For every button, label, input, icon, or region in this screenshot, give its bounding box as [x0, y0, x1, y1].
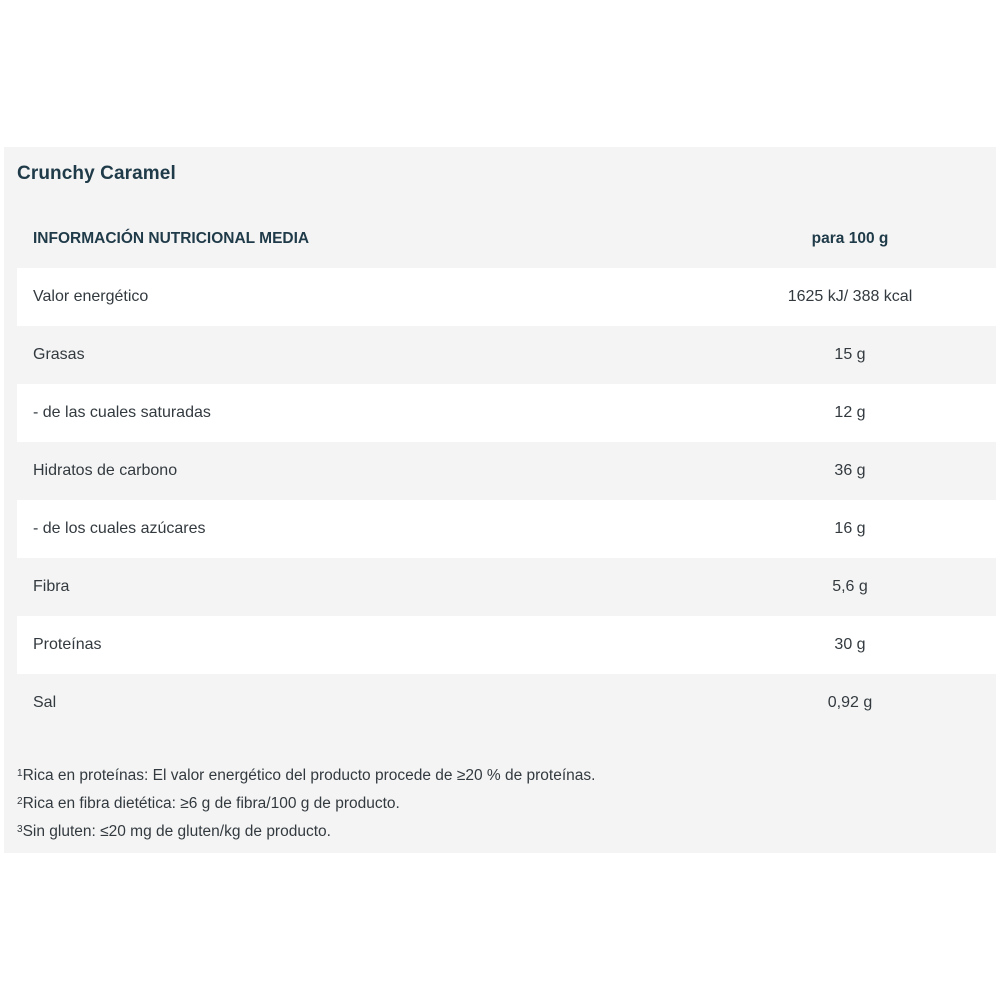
header-value: para 100 g [811, 230, 889, 247]
row-value: 0,92 g [827, 694, 873, 711]
row-label: Grasas [33, 346, 85, 363]
row-value: 36 g [834, 462, 866, 479]
product-title: Crunchy Caramel [17, 163, 176, 184]
nutrition-table [17, 210, 996, 732]
row-value: 16 g [834, 520, 866, 537]
row-value: 30 g [834, 636, 866, 653]
footnote-marker: 1 [17, 768, 23, 779]
nutrition-panel [4, 147, 996, 853]
row-value: 12 g [834, 404, 866, 421]
header-label: INFORMACIÓN NUTRICIONAL MEDIA [33, 230, 310, 247]
row-value: 1625 kJ/ 388 kcal [787, 288, 913, 305]
footnote-text: Rica en proteínas: El valor energético del producto procede de ≥20 % de proteínas. [22, 767, 596, 784]
footnotes [17, 761, 595, 845]
table-row [17, 442, 996, 500]
row-label: Valor energético [33, 288, 149, 305]
table-row [17, 616, 996, 674]
table-row [17, 500, 996, 558]
row-label: Sal [33, 694, 57, 711]
row-value: 15 g [834, 346, 866, 363]
row-label: Fibra [33, 578, 70, 595]
table-row [17, 674, 996, 732]
footnote-text: Sin gluten: ≤20 mg de gluten/kg de producto. [22, 823, 331, 840]
footnote [17, 761, 595, 789]
footnote [17, 817, 595, 845]
footnote-text: Rica en fibra dietética: ≥6 g de fibra/100 g de producto. [22, 795, 400, 812]
footnote-marker: 2 [17, 796, 23, 807]
row-value: 5,6 g [832, 578, 868, 595]
footnote [17, 789, 595, 817]
table-header-row [17, 210, 996, 268]
table-row [17, 558, 996, 616]
row-label: Hidratos de carbono [33, 462, 178, 479]
row-label: - de las cuales saturadas [33, 404, 211, 421]
table-row [17, 326, 996, 384]
table-row [17, 384, 996, 442]
row-label: Proteínas [33, 636, 102, 653]
row-label: - de los cuales azúcares [33, 520, 206, 537]
footnote-marker: 3 [17, 824, 23, 835]
table-row [17, 268, 996, 326]
